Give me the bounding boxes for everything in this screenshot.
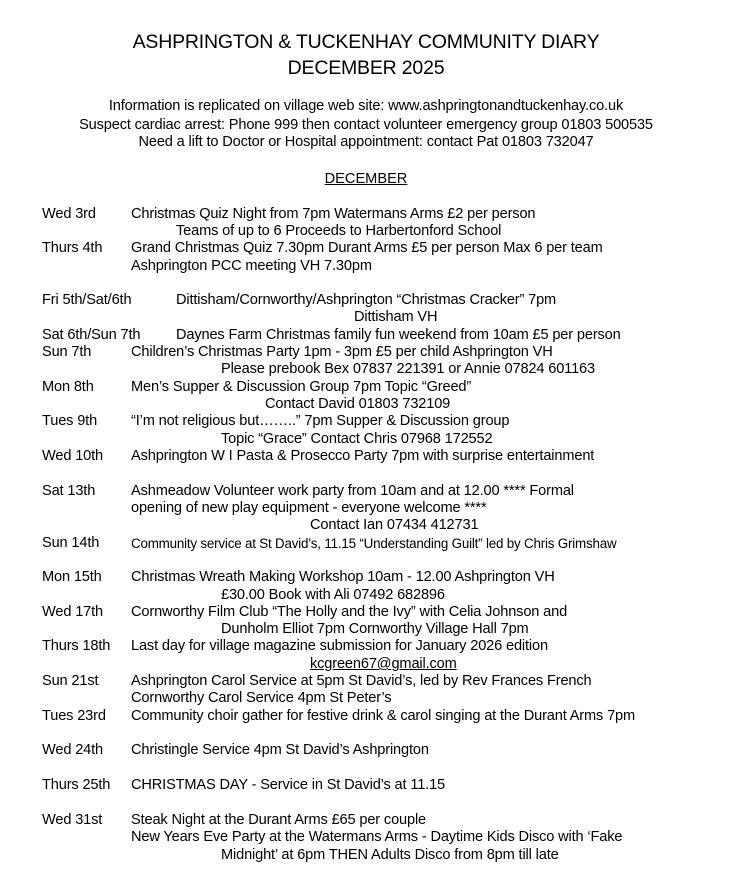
event-date: Wed 17th	[42, 604, 104, 620]
event-date: Wed 31st	[42, 812, 103, 828]
event-date: Sun 14th	[42, 535, 100, 551]
event-text: Dittisham/Cornworthy/Ashprington “Christmas Cracker” 7pm	[176, 292, 557, 308]
event-text: Community service at St David’s, 11.15 “Understanding Guilt” led by Chris Grimshaw	[131, 536, 617, 551]
event-date: Wed 3rd	[42, 206, 96, 222]
event-text: Christmas Quiz Night from 7pm Watermans Arms £2 per person	[131, 206, 536, 222]
event-text: Community choir gather for festive drink & carol singing at the Durant Arms 7pm	[131, 708, 636, 724]
info-lift: Need a lift to Doctor or Hospital appointment: contact Pat 01803 732047	[138, 134, 594, 150]
event-text: Contact Ian 07434 412731	[310, 517, 479, 533]
event-text: Ashprington W I Pasta & Prosecco Party 7pm with surprise entertainment	[131, 448, 595, 464]
event-text: Contact David 01803 732109	[265, 396, 451, 412]
page-title: ASHPRINGTON & TUCKENHAY COMMUNITY DIARY	[132, 31, 600, 53]
event-text: Men’s Supper & Discussion Group 7pm Topic “Greed”	[131, 379, 472, 395]
event-date: Mon 15th	[42, 569, 102, 585]
event-date: Tues 9th	[42, 413, 98, 429]
event-text: Cornworthy Film Club “The Holly and the Ivy” with Celia Johnson and	[131, 604, 568, 620]
event-date: Thurs 25th	[42, 777, 111, 793]
event-date: Mon 8th	[42, 379, 94, 395]
event-text: Ashprington Carol Service at 5pm St David’s, led by Rev Frances French	[131, 673, 592, 689]
event-text: Midnight’ at 6pm THEN Adults Disco from 8pm till late	[221, 847, 559, 863]
event-date: Fri 5th/Sat/6th	[42, 292, 132, 308]
event-date: Thurs 4th	[42, 240, 103, 256]
event-text: Christingle Service 4pm St David’s Ashprington	[131, 742, 429, 758]
event-date: Tues 23rd	[42, 708, 106, 724]
event-text: Dunholm Elliot 7pm Cornworthy Village Hall 7pm	[221, 621, 529, 637]
event-text: Dittisham VH	[354, 309, 438, 325]
event-text: Please prebook Bex 07837 221391 or Annie 07824 601163	[221, 361, 595, 377]
event-text: Topic “Grace” Contact Chris 07968 172552	[221, 431, 493, 447]
section-heading: DECEMBER	[324, 171, 408, 187]
event-date: Sun 7th	[42, 344, 92, 360]
event-date: Thurs 18th	[42, 638, 111, 654]
event-text: opening of new play equipment - everyone welcome ****	[131, 500, 487, 516]
event-text: £30.00 Book with Ali 07492 682896	[221, 587, 445, 603]
page-subtitle: DECEMBER 2025	[287, 57, 445, 79]
event-text: Ashprington PCC meeting VH 7.30pm	[131, 258, 372, 274]
event-date: Wed 24th	[42, 742, 104, 758]
event-text: Teams of up to 6 Proceeds to Harbertonford School	[176, 223, 502, 239]
event-text: Christmas Wreath Making Workshop 10am - 12.00 Ashprington VH	[131, 569, 555, 585]
event-text: Ashmeadow Volunteer work party from 10am and at 12.00 **** Formal	[131, 483, 574, 499]
event-date: Sun 21st	[42, 673, 99, 689]
event-text: “I’m not religious but……..” 7pm Supper & Discussion group	[131, 413, 510, 429]
email-link[interactable]: kcgreen67@gmail.com	[310, 656, 457, 672]
event-date: Sat 6th/Sun 7th	[42, 327, 141, 343]
event-text: CHRISTMAS DAY - Service in St David’s at 11.15	[131, 777, 446, 793]
event-text: Steak Night at the Durant Arms £65 per couple	[131, 812, 427, 828]
event-date: Sat 13th	[42, 483, 96, 499]
event-text: Cornworthy Carol Service 4pm St Peter’s	[131, 690, 392, 706]
info-cardiac: Suspect cardiac arrest: Phone 999 then contact volunteer emergency group 01803 500535	[79, 117, 653, 133]
event-text: Daynes Farm Christmas family fun weekend from 10am £5 per person	[176, 327, 621, 343]
event-text: Last day for village magazine submission for January 2026 edition	[131, 638, 548, 654]
event-text: New Years Eve Party at the Watermans Arms - Daytime Kids Disco with ‘Fake	[131, 829, 623, 845]
event-text: Children’s Christmas Party 1pm - 3pm £5 per child Ashprington VH	[131, 344, 553, 360]
event-text: Grand Christmas Quiz 7.30pm Durant Arms £5 per person Max 6 per team	[131, 240, 603, 256]
event-date: Wed 10th	[42, 448, 104, 464]
info-website: Information is replicated on village web site: www.ashpringtonandtuckenhay.co.uk	[108, 98, 624, 114]
